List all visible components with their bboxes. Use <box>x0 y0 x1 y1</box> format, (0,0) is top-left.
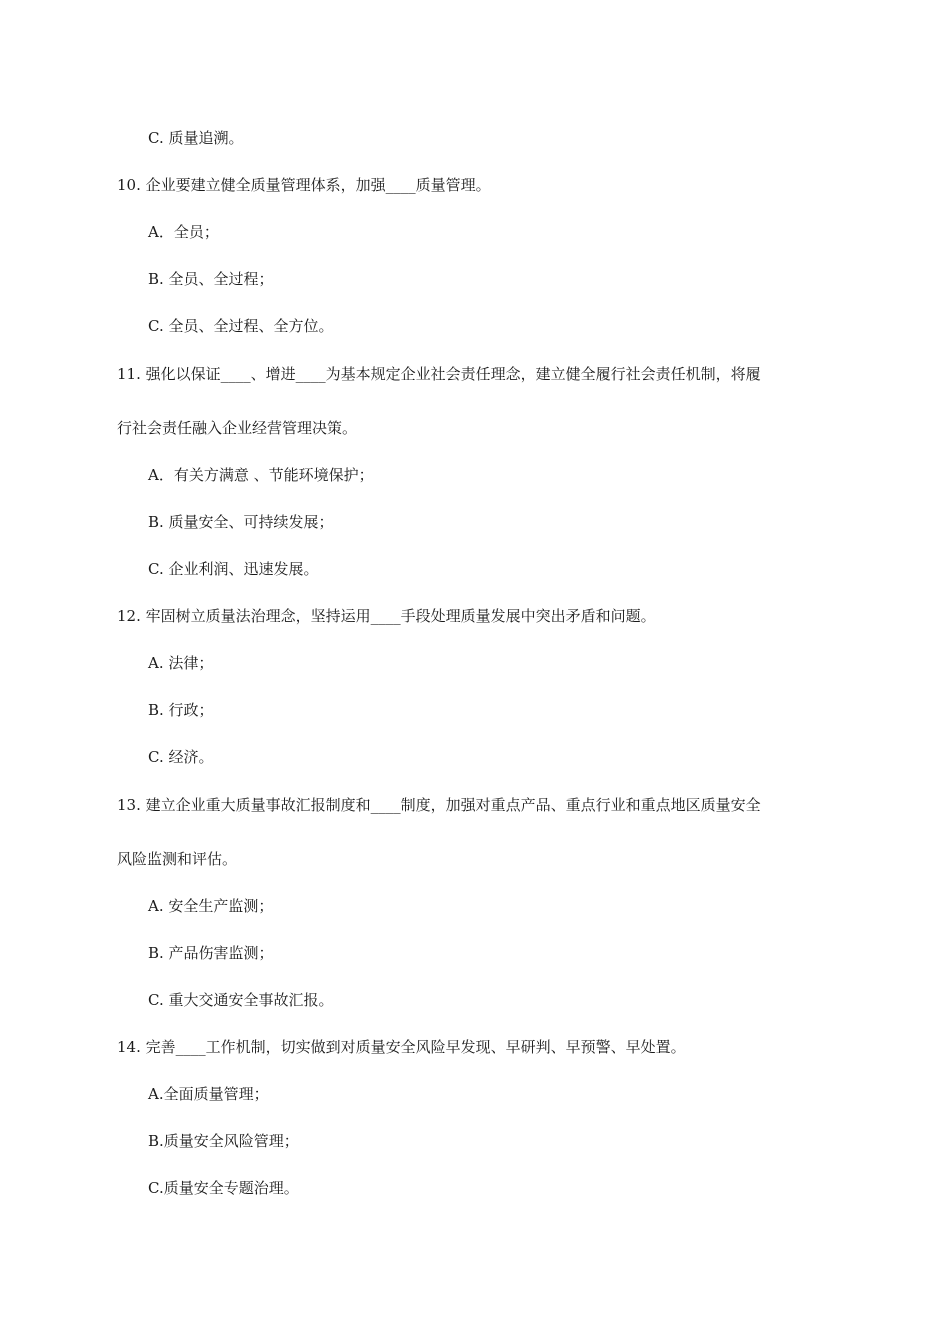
option-11a: A．有关方满意 、节能环境保护； <box>148 466 374 484</box>
question-14: 14. 完善____工作机制，切实做到对质量安全风险早发现、早研判、早预警、早处置。 <box>117 1038 686 1056</box>
option-14c: C.质量安全专题治理。 <box>148 1179 299 1197</box>
option-9c: C. 质量追溯。 <box>148 129 244 147</box>
question-13: 13. 建立企业重大质量事故汇报制度和____制度，加强对重点产品、重点行业和重点地区质量安全 <box>117 796 761 814</box>
option-14a: A.全面质量管理； <box>148 1085 269 1103</box>
option-12c: C. 经济。 <box>148 748 214 766</box>
question-11-continued: 行社会责任融入企业经营管理决策。 <box>117 419 358 437</box>
question-12: 12. 牢固树立质量法治理念，坚持运用____手段处理质量发展中突出矛盾和问题。 <box>117 607 656 625</box>
option-10a: A．全员； <box>148 223 219 241</box>
option-12b: B. 行政； <box>148 701 214 719</box>
option-11b: B. 质量安全、可持续发展； <box>148 513 334 531</box>
option-13b: B. 产品伤害监测； <box>148 944 274 962</box>
option-12a: A. 法律； <box>148 654 214 672</box>
question-13-continued: 风险监测和评估。 <box>117 850 238 868</box>
question-10: 10. 企业要建立健全质量管理体系，加强____质量管理。 <box>117 176 491 194</box>
option-14b: B.质量安全风险管理； <box>148 1132 299 1150</box>
option-11c: C. 企业利润、迅速发展。 <box>148 560 319 578</box>
option-10b: B. 全员、全过程； <box>148 270 274 288</box>
option-13c: C. 重大交通安全事故汇报。 <box>148 991 334 1009</box>
option-13a: A. 安全生产监测； <box>148 897 274 915</box>
question-11: 11. 强化以保证____、增进____为基本规定企业社会责任理念，建立健全履行社会责任机制，将履 <box>117 365 761 383</box>
option-10c: C. 全员、全过程、全方位。 <box>148 317 334 335</box>
